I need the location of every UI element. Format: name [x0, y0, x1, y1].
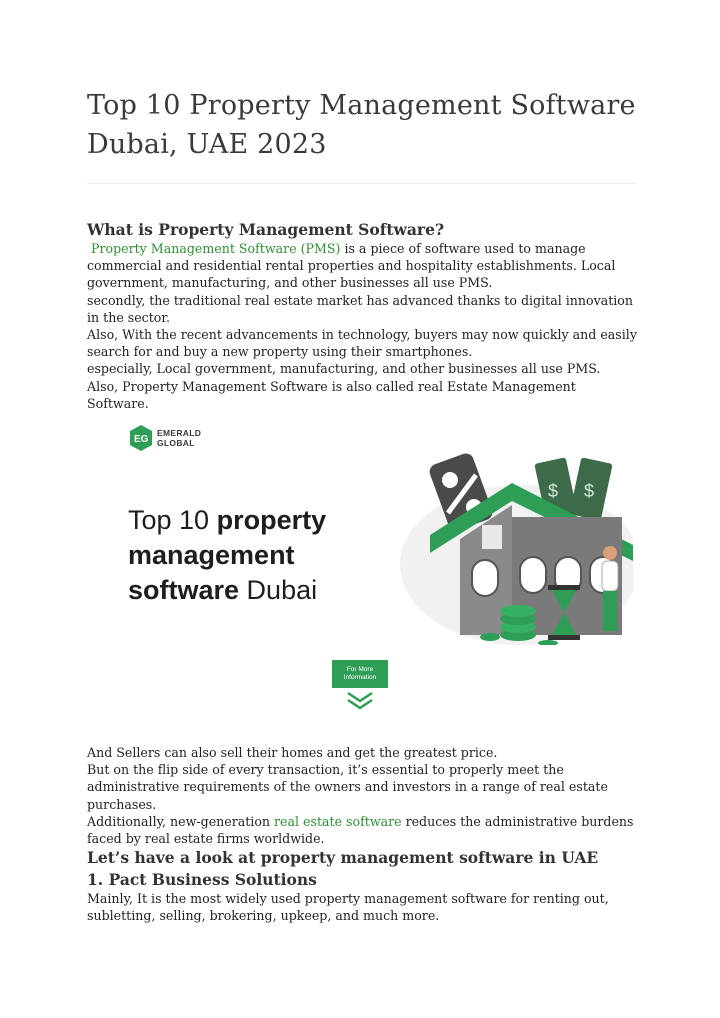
- intro-line-secondly: secondly, the traditional real estate market has advanced thanks to digital innovation in the sector.: [87, 292, 633, 325]
- pact-paragraph: Mainly, It is the most widely used property management software for renting out, subletting, selling, brokering, upkeep, and much more.: [87, 891, 609, 924]
- intro-line-also-called: Also, Property Management Software is also called real Estate Management Software.: [87, 378, 576, 411]
- intro-line-technology: Also, With the recent advancements in technology, buyers may now quickly and easily search for and buy a new property using their smartphones.: [87, 327, 637, 360]
- intro-paragraph: [87, 240, 637, 412]
- cta-line-1: For More: [346, 666, 374, 673]
- section-heading-uae: Let’s have a look at property management software in UAE: [87, 848, 599, 867]
- svg-text:$: $: [584, 481, 595, 501]
- intro-text: is a piece of software used to manage commercial and residential rental properties and hospitality establishments. Local government, manufacturing, and other businesses all use PMS.: [87, 241, 616, 291]
- sellers-paragraph: [87, 744, 637, 847]
- brand-name: [157, 428, 201, 448]
- intro-line-especially: especially, Local government, manufacturing, and other businesses all use PMS.: [87, 361, 601, 377]
- chevron-down-icon: [346, 691, 374, 711]
- page-title: Top 10 Property Management Software Dubai, UAE 2023: [87, 90, 636, 160]
- subheading-pact: 1. Pact Business Solutions: [87, 870, 317, 889]
- flip-side-line: But on the flip side of every transaction, it’s essential to properly meet the administrative requirements of the owners and investors in a range of real estate purchases.: [87, 762, 608, 812]
- house-illustration: [390, 435, 633, 645]
- headline-part-2: Dubai: [239, 575, 318, 605]
- svg-text:$: $: [548, 481, 559, 501]
- more-information-button[interactable]: [332, 660, 388, 688]
- promo-banner-image: [120, 415, 633, 715]
- section-heading-what-is-pms: What is Property Management Software?: [87, 220, 445, 239]
- brand-line-2: GLOBAL: [157, 438, 195, 448]
- pms-link[interactable]: Property Management Software (PMS): [91, 241, 341, 256]
- additionally-text-after: reduces the administrative burdens faced by real estate firms worldwide.: [87, 813, 634, 847]
- brand-line-1: EMERALD: [157, 428, 202, 438]
- svg-text:EG: EG: [134, 434, 149, 445]
- cta-line-2: Information: [343, 674, 377, 681]
- headline-part-1: Top 10: [128, 505, 217, 535]
- title-divider: [87, 183, 637, 184]
- emerald-global-logo-icon: [130, 425, 152, 451]
- sellers-line: And Sellers can also sell their homes and get the greatest price.: [87, 745, 498, 760]
- real-estate-software-link[interactable]: real estate software: [274, 813, 402, 829]
- headline-bold: property management software: [128, 505, 327, 605]
- banner-headline: [128, 503, 398, 608]
- additionally-text-before: Additionally, new-generation: [87, 813, 275, 829]
